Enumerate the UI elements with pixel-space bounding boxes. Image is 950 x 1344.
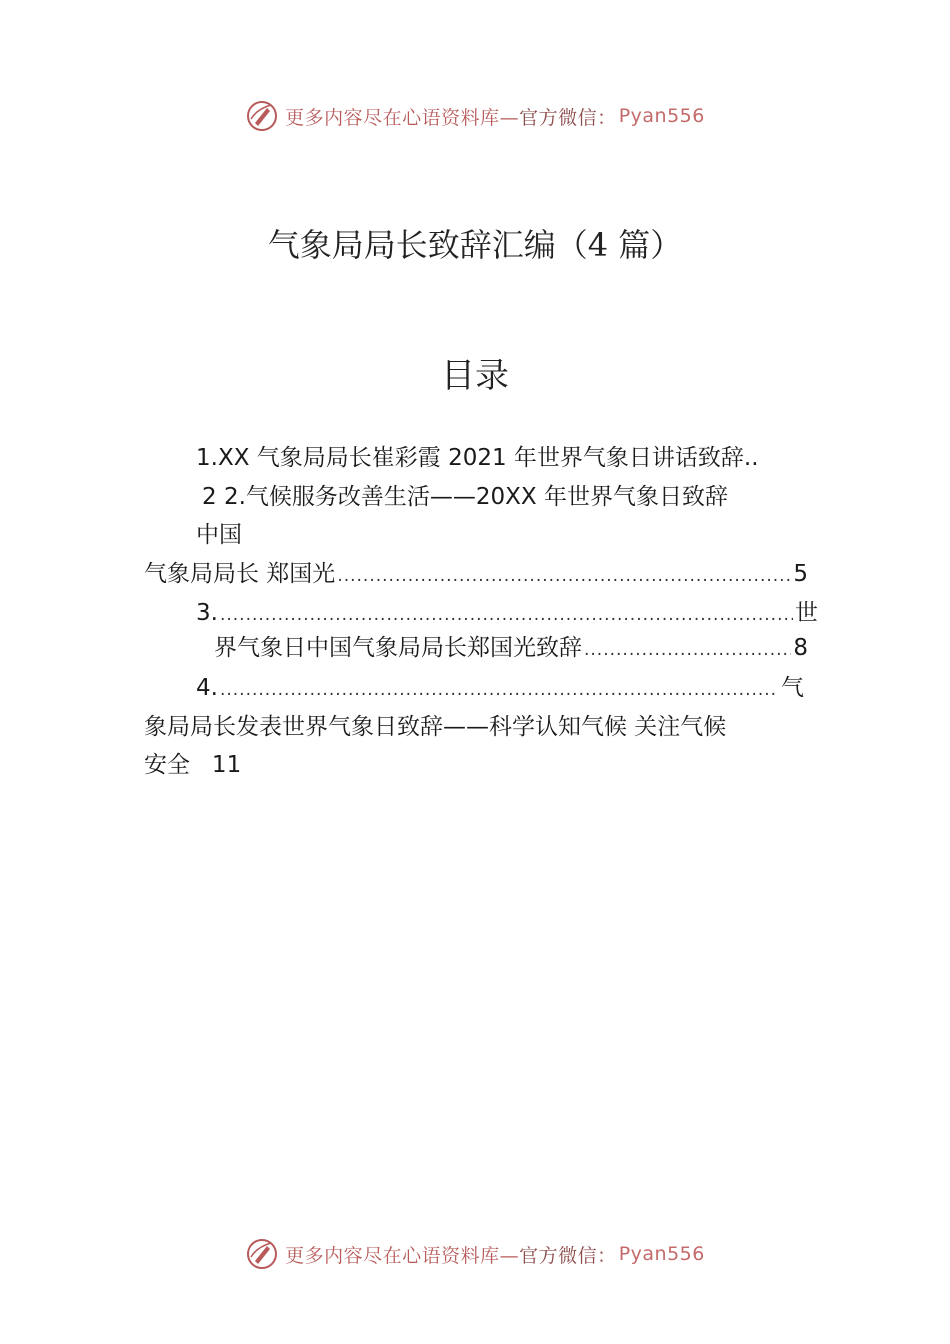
wechat-id: Pyan556 xyxy=(618,1243,705,1265)
toc-entry-2-cont xyxy=(196,520,242,550)
toc-entry-4[interactable] xyxy=(196,673,804,705)
header-banner xyxy=(0,96,950,136)
toc-entry-2[interactable] xyxy=(202,482,728,512)
pen-circle-icon xyxy=(245,1237,279,1271)
banner-text: 更多内容尽在心语资料库— xyxy=(285,106,520,129)
toc-entry-4-num: 4. xyxy=(196,675,218,701)
toc-heading: 目录 xyxy=(441,356,509,396)
toc-entry-3[interactable] xyxy=(196,598,818,630)
toc-entry-4-text: 象局局长发表世界气象日致辞——科学认知气候 关注气候 xyxy=(144,714,727,740)
leader-dots xyxy=(337,561,791,591)
leader-dots xyxy=(220,675,779,705)
wechat-label: 官方微信： xyxy=(519,1244,617,1267)
leader-dots xyxy=(584,635,791,665)
toc-entry-4-page-line xyxy=(144,750,241,780)
toc-entry-3-num: 3. xyxy=(196,600,218,626)
toc-entry-3-leader[interactable] xyxy=(214,633,808,665)
toc-entry-4-end: 气 xyxy=(781,675,804,701)
footer-banner xyxy=(0,1234,950,1274)
wechat-id: Pyan556 xyxy=(618,105,705,127)
wechat-label: 官方微信： xyxy=(519,106,617,129)
toc-entry-2-page: 5 xyxy=(793,561,808,587)
toc-entry-3-page: 8 xyxy=(793,635,808,661)
leader-dots xyxy=(220,600,793,630)
toc-entry-4-cont xyxy=(144,712,726,742)
toc-entry-3-end: 世 xyxy=(795,600,818,626)
toc-entry-2-cont-text: 中国 xyxy=(196,522,242,548)
banner-text: 更多内容尽在心语资料库— xyxy=(285,1244,520,1267)
toc-entry-2-tail: 气象局局长 郑国光 xyxy=(144,561,336,587)
toc-entry-2-text: 2 2.气候服务改善生活——20XX 年世界气象日致辞 xyxy=(202,484,728,510)
document-title: 气象局局长致辞汇编（4 篇） xyxy=(267,226,683,264)
toc-entry-1[interactable] xyxy=(196,443,759,473)
toc-entry-4-page: 安全 11 xyxy=(144,752,242,778)
pen-circle-icon xyxy=(245,99,279,133)
toc-entry-2-leader[interactable] xyxy=(144,559,808,591)
toc-entry-3-text: 界气象日中国气象局局长郑国光致辞 xyxy=(214,635,582,661)
toc-entry-1-text: 1.XX 气象局局长崔彩霞 2021 年世界气象日讲话致辞.. xyxy=(196,445,759,471)
